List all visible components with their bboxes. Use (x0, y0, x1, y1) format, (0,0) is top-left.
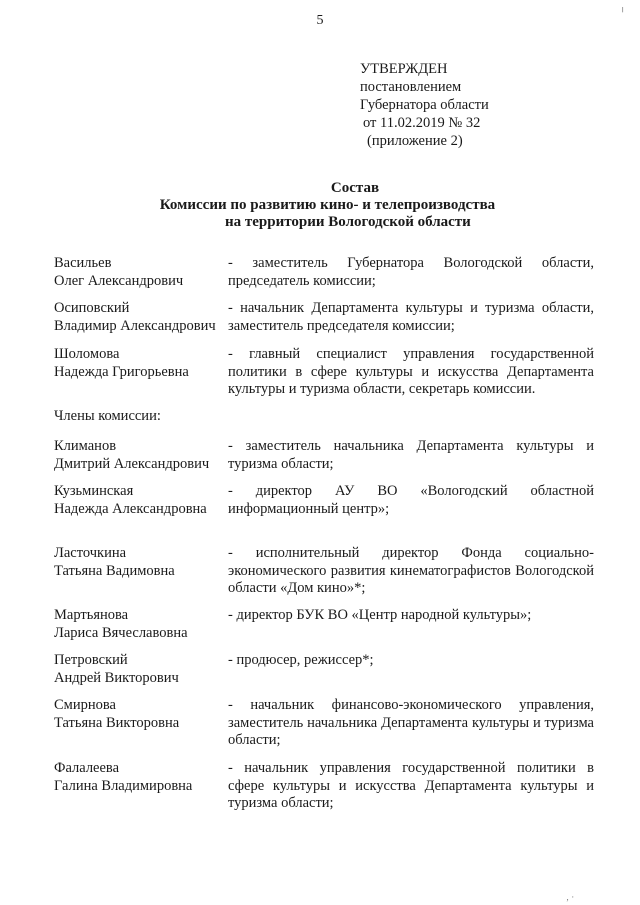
member-role: - исполнительный директор Фонда социально-экономического развития кинематографистов Вологодской области «Дом кино»*; (228, 545, 594, 596)
heading-commission: Комиссии по развитию кино- и телепроизводства (159, 197, 496, 213)
approval-stamp (360, 60, 489, 150)
member-surname: Петровский (54, 652, 128, 668)
member-given-name: Надежда Александровна (54, 500, 207, 517)
member-given-name: Татьяна Викторовна (54, 714, 180, 731)
member-given-name: Олег Александрович (54, 272, 184, 289)
member-role: - директор АУ ВО «Вологодский областной информационный центр»; (228, 483, 594, 517)
approval-line: Губернатора области (360, 97, 489, 113)
heading-title: Состав (330, 180, 380, 196)
member-given-name: Татьяна Вадимовна (54, 562, 175, 579)
member-given-name: Галина Владимировна (54, 777, 193, 794)
member-surname: Осиповский (54, 300, 130, 316)
approval-appendix: (приложение 2) (367, 133, 463, 149)
member-given-name: Лариса Вячеславовна (54, 624, 188, 641)
heading-region: на территории Вологодской области (225, 214, 471, 230)
approval-line: постановлением (360, 79, 462, 95)
member-role: - продюсер, режиссер*; (228, 652, 374, 668)
member-given-name: Андрей Викторович (54, 669, 179, 686)
member-role: - начальник финансово-экономического управления, заместитель начальника Департамента культуры и туризма области; (228, 697, 594, 748)
member-given-name: Дмитрий Александрович (54, 455, 210, 472)
member-surname: Шоломова (54, 346, 120, 362)
member-surname: Климанов (54, 438, 117, 454)
member-role: - главный специалист управления государственной политики в сфере культуры и искусства Департамента культуры и туризма области, секретарь комиссии. (228, 346, 594, 397)
member-role: - начальник управления государственной политики в сфере культуры и искусства Департамента культуры и туризма области; (228, 760, 594, 811)
document-heading (0, 180, 640, 231)
member-role: - директор БУК ВО «Центр народной культуры»; (228, 607, 532, 623)
approval-title: УТВЕРЖДЕН (360, 61, 448, 77)
member-role: - заместитель начальника Департамента культуры и туризма области; (228, 438, 594, 472)
member-surname: Мартьянова (54, 607, 129, 623)
member-surname: Кузьминская (54, 483, 134, 499)
scan-mark: ╷ (620, 2, 626, 12)
page-number: 5 (316, 13, 324, 28)
member-surname: Ласточкина (54, 545, 127, 561)
member-surname: Фалалеева (54, 760, 120, 776)
member-surname: Васильев (54, 255, 112, 271)
approval-date: от 11.02.2019 № 32 (363, 115, 481, 131)
members-label: Члены комиссии: (54, 408, 161, 424)
member-role: - заместитель Губернатора Вологодской области, председатель комиссии; (228, 255, 594, 289)
member-given-name: Владимир Александрович (54, 317, 216, 334)
member-given-name: Надежда Григорьевна (54, 363, 189, 380)
member-surname: Смирнова (54, 697, 116, 713)
scan-mark: ‚ · (566, 892, 575, 902)
member-role: - начальник Департамента культуры и туризма области, заместитель председателя комиссии; (228, 300, 594, 334)
